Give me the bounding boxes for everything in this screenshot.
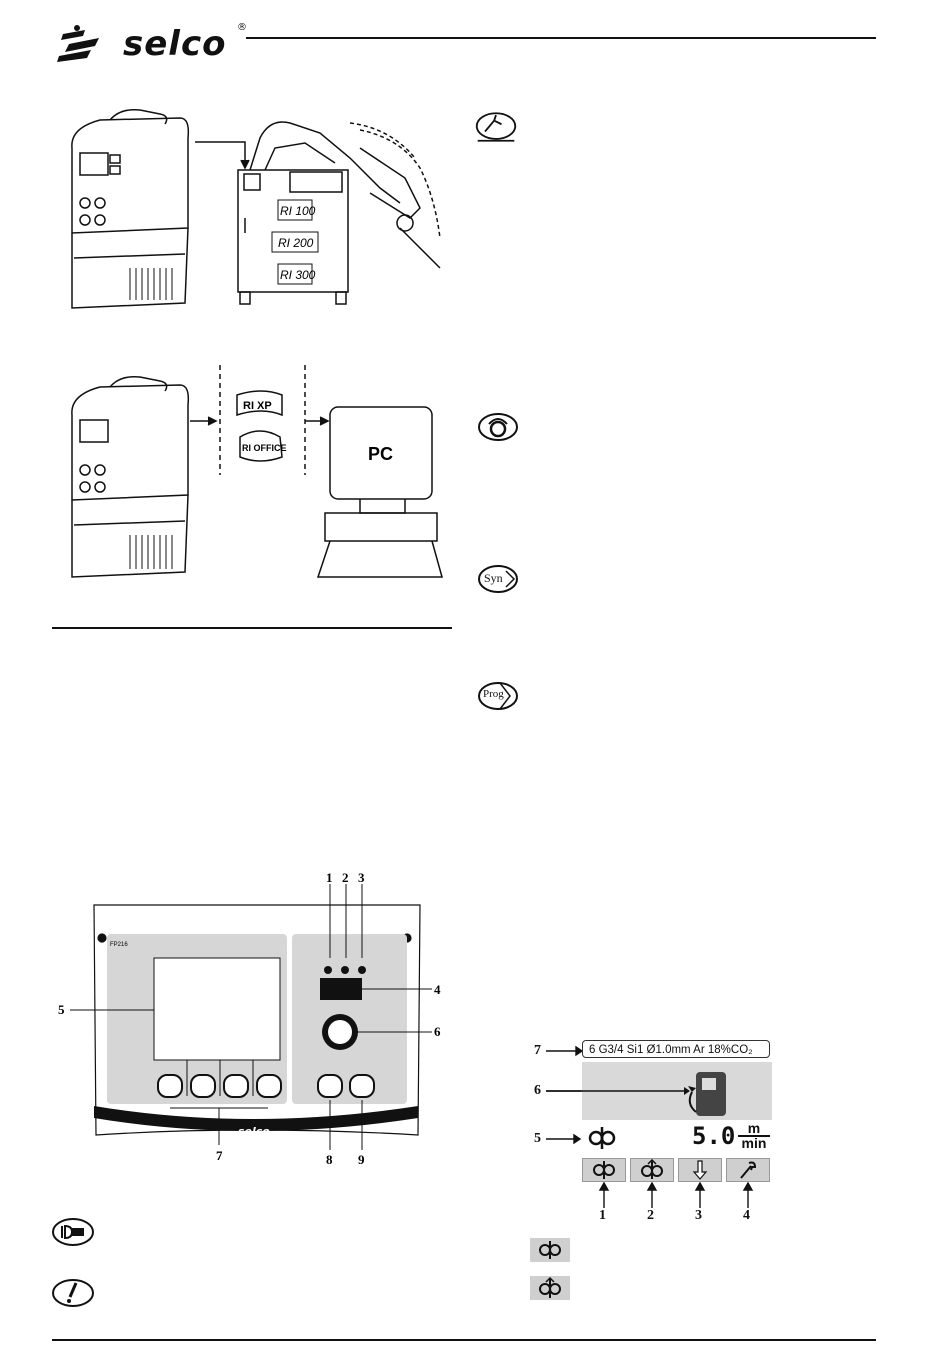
- softkey-2: [630, 1158, 674, 1182]
- ri-office-label: RI OFFICE: [242, 443, 287, 453]
- panel-callout-3: 3: [358, 870, 365, 885]
- unit-top: m: [747, 1120, 761, 1136]
- program-icon: [476, 681, 520, 711]
- pc-label: PC: [368, 444, 394, 464]
- robot-connection-figure: [60, 108, 450, 313]
- wire-feeder-graphic: [546, 1062, 776, 1122]
- wire-feed-legend-icon: [530, 1238, 570, 1262]
- softkey-number-1: 1: [599, 1208, 606, 1223]
- brand-name: selco: [123, 24, 227, 64]
- down-arrow-icon: [679, 1159, 721, 1181]
- softkey-3: [678, 1158, 722, 1182]
- prog-label: Prog: [483, 688, 504, 700]
- ri300-label: RI 300: [280, 268, 316, 282]
- syn-label: Syn: [484, 571, 503, 585]
- ri200-label: RI 200: [278, 236, 314, 250]
- section-rule: [52, 627, 452, 629]
- softkey-number-3: 3: [695, 1208, 702, 1223]
- softkey-number-2: 2: [647, 1208, 654, 1223]
- wire-feed-up-icon: [631, 1159, 673, 1181]
- lcd-callout-5: 5: [534, 1131, 541, 1146]
- lcd-screen: [154, 958, 280, 1060]
- header-rule: [246, 37, 876, 39]
- program-line: 6 G3/4 Si1 Ø1.0mm Ar 18%CO₂: [582, 1040, 770, 1058]
- panel-brand: selco: [238, 1125, 270, 1138]
- panel-callout-7: 7: [216, 1148, 223, 1163]
- footer-rule: [52, 1339, 876, 1341]
- connector-icon: [50, 1217, 96, 1247]
- ri100-label: RI 100: [280, 204, 316, 218]
- wrench-icon: [727, 1159, 769, 1181]
- panel-callout-6: 6: [434, 1024, 441, 1039]
- encoder-knob-icon: [476, 410, 520, 444]
- panel-callout-5: 5: [58, 1002, 65, 1017]
- wire-speed-icon: [588, 1126, 616, 1150]
- wire-speed-unit: [738, 1122, 770, 1150]
- front-panel-figure: [50, 870, 445, 1180]
- panel-callout-4: 4: [434, 982, 441, 997]
- lcd-callout-7: 7: [534, 1043, 541, 1058]
- pc-connection-figure: [60, 365, 450, 585]
- softkey-arrows: [582, 1182, 772, 1210]
- panel-callout-9: 9: [358, 1152, 365, 1167]
- alarm-icon: [50, 1278, 96, 1308]
- wire-speed-value: 5.0: [692, 1122, 736, 1150]
- selco-logo: [55, 22, 255, 66]
- wire-feed-icon: [583, 1159, 625, 1181]
- panel-callout-2: 2: [342, 870, 349, 885]
- selco-logo-mark: [55, 22, 125, 66]
- softkey-number-4: 4: [743, 1208, 750, 1223]
- panel-callout-1: 1: [326, 870, 333, 885]
- panel-model: FP216: [110, 942, 128, 948]
- panel-callout-8: 8: [326, 1152, 333, 1167]
- unit-bottom: min: [738, 1135, 770, 1150]
- ri-xp-label: RI XP: [243, 400, 272, 412]
- softkey-4: [726, 1158, 770, 1182]
- synergy-icon: [476, 564, 520, 594]
- led-display: [320, 978, 362, 1000]
- torch-robot-icon: [474, 110, 518, 144]
- lcd-callout-6: 6: [534, 1083, 541, 1098]
- softkey-1: [582, 1158, 626, 1182]
- registered-mark: ®: [237, 22, 247, 33]
- wire-feed-up-legend-icon: [530, 1276, 570, 1300]
